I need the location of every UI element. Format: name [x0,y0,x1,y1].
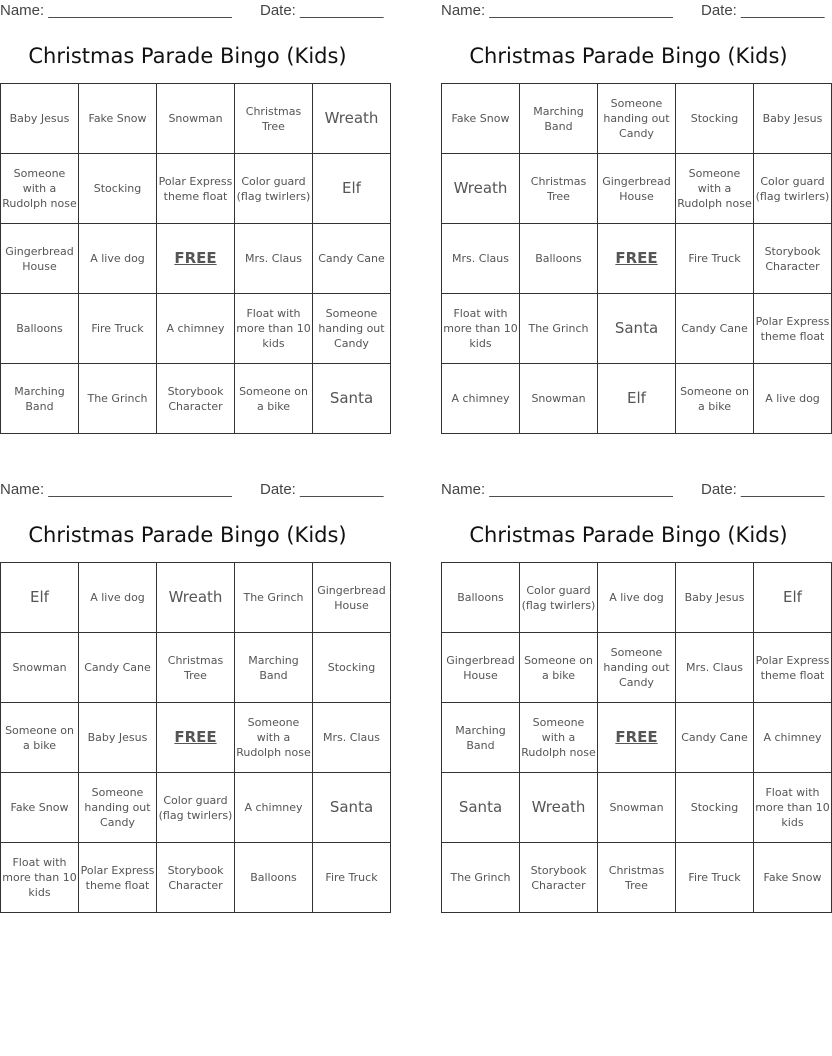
bingo-cell: Someone handing out Candy [313,294,391,364]
bingo-row [442,364,832,434]
bingo-card-2 [441,0,830,434]
date-field-label: Date: __________ [701,2,825,19]
date-field-label: Date: __________ [701,481,825,498]
bingo-cell: Mrs. Claus [676,633,754,703]
bingo-cell: Baby Jesus [1,84,79,154]
bingo-row [1,154,391,224]
bingo-cell: Balloons [520,224,598,294]
bingo-cell: A live dog [598,563,676,633]
bingo-grid [0,562,391,913]
card-header [441,0,825,22]
bingo-cell: Gingerbread House [313,563,391,633]
bingo-cell: Marching Band [1,364,79,434]
free-space: FREE [157,703,235,773]
bingo-cell: Someone with a Rudolph nose [676,154,754,224]
bingo-row [442,703,832,773]
name-field-label: Name: ______________________ [0,2,232,19]
bingo-card-1 [0,0,385,434]
bingo-cell: Fire Truck [79,294,157,364]
bingo-cell: Polar Express theme float [754,294,832,364]
bingo-cell: Someone on a bike [235,364,313,434]
bingo-cell: Gingerbread House [442,633,520,703]
bingo-cell: Candy Cane [79,633,157,703]
bingo-cell: Float with more than 10 kids [235,294,313,364]
bingo-cell: Santa [313,364,391,434]
bingo-cell: Christmas Tree [598,843,676,913]
bingo-cell: Fake Snow [79,84,157,154]
bingo-cell: A chimney [157,294,235,364]
bingo-cell: Float with more than 10 kids [442,294,520,364]
bingo-cell: Stocking [313,633,391,703]
bingo-cell: Snowman [1,633,79,703]
name-field-label: Name: ______________________ [441,481,673,498]
bingo-row [442,563,832,633]
card-title: Christmas Parade Bingo (Kids) [28,44,347,68]
bingo-cell: Someone handing out Candy [79,773,157,843]
bingo-cell: Wreath [313,84,391,154]
bingo-cell: Elf [313,154,391,224]
bingo-row [442,294,832,364]
bingo-row [442,843,832,913]
bingo-cell: Mrs. Claus [235,224,313,294]
bingo-cell: Mrs. Claus [442,224,520,294]
bingo-cell: Santa [442,773,520,843]
card-header [441,479,825,501]
bingo-cell: Someone on a bike [520,633,598,703]
bingo-row [1,703,391,773]
bingo-cell: A live dog [79,563,157,633]
bingo-cell: Polar Express theme float [754,633,832,703]
bingo-cell: Color guard (flag twirlers) [235,154,313,224]
bingo-cell: A chimney [235,773,313,843]
bingo-cell: A chimney [442,364,520,434]
bingo-row [442,773,832,843]
free-space: FREE [598,224,676,294]
bingo-cell: Christmas Tree [520,154,598,224]
bingo-cell: Baby Jesus [676,563,754,633]
free-space: FREE [598,703,676,773]
bingo-cell: Fire Truck [676,843,754,913]
bingo-cell: Color guard (flag twirlers) [754,154,832,224]
bingo-cell: A chimney [754,703,832,773]
bingo-cell: Snowman [157,84,235,154]
bingo-grid [0,83,391,434]
bingo-cell: Float with more than 10 kids [1,843,79,913]
bingo-cell: Someone handing out Candy [598,84,676,154]
bingo-cell: Snowman [598,773,676,843]
bingo-cell: Someone handing out Candy [598,633,676,703]
bingo-cell: Candy Cane [676,703,754,773]
bingo-cell: Santa [313,773,391,843]
bingo-grid [441,562,832,913]
card-title: Christmas Parade Bingo (Kids) [28,523,347,547]
bingo-cell: Elf [754,563,832,633]
bingo-grid [441,83,832,434]
bingo-cell: Balloons [235,843,313,913]
bingo-cell: Someone with a Rudolph nose [1,154,79,224]
bingo-cell: Fake Snow [754,843,832,913]
bingo-cell: Baby Jesus [754,84,832,154]
bingo-cell: The Grinch [235,563,313,633]
bingo-cell: Baby Jesus [79,703,157,773]
bingo-cell: Marching Band [520,84,598,154]
card-title: Christmas Parade Bingo (Kids) [469,44,788,68]
bingo-cell: The Grinch [79,364,157,434]
bingo-cell: The Grinch [520,294,598,364]
bingo-cell: Someone on a bike [1,703,79,773]
bingo-cell: Gingerbread House [1,224,79,294]
bingo-cell: Elf [598,364,676,434]
bingo-row [1,843,391,913]
bingo-cell: Elf [1,563,79,633]
bingo-cell: Someone with a Rudolph nose [520,703,598,773]
bingo-cell: Fake Snow [442,84,520,154]
bingo-cell: Storybook Character [157,364,235,434]
bingo-cell: Someone with a Rudolph nose [235,703,313,773]
name-field-label: Name: ______________________ [0,481,232,498]
bingo-cell: A live dog [754,364,832,434]
bingo-row [442,84,832,154]
bingo-cell: Gingerbread House [598,154,676,224]
bingo-cell: Fire Truck [313,843,391,913]
bingo-cell: Wreath [157,563,235,633]
bingo-cell: The Grinch [442,843,520,913]
bingo-cell: Fire Truck [676,224,754,294]
bingo-cell: Snowman [520,364,598,434]
bingo-cell: Storybook Character [157,843,235,913]
name-field-label: Name: ______________________ [441,2,673,19]
card-header [0,0,384,22]
card-header [0,479,384,501]
bingo-cell: Marching Band [442,703,520,773]
date-field-label: Date: __________ [260,2,384,19]
free-space: FREE [157,224,235,294]
bingo-cell: Polar Express theme float [157,154,235,224]
bingo-cell: Stocking [79,154,157,224]
bingo-cell: Stocking [676,84,754,154]
bingo-row [1,364,391,434]
bingo-cell: Christmas Tree [157,633,235,703]
bingo-row [1,633,391,703]
bingo-cell: Storybook Character [754,224,832,294]
bingo-cell: Christmas Tree [235,84,313,154]
bingo-row [1,563,391,633]
date-field-label: Date: __________ [260,481,384,498]
bingo-cell: Candy Cane [676,294,754,364]
bingo-cell: Marching Band [235,633,313,703]
bingo-card-4 [441,479,830,913]
bingo-card-3 [0,479,386,913]
bingo-cell: Color guard (flag twirlers) [157,773,235,843]
bingo-cell: Stocking [676,773,754,843]
bingo-cell: Color guard (flag twirlers) [520,563,598,633]
card-title: Christmas Parade Bingo (Kids) [469,523,788,547]
bingo-cell: Float with more than 10 kids [754,773,832,843]
bingo-cell: Santa [598,294,676,364]
bingo-cell: Wreath [520,773,598,843]
bingo-cell: Fake Snow [1,773,79,843]
bingo-cell: Balloons [1,294,79,364]
bingo-row [1,294,391,364]
bingo-cell: A live dog [79,224,157,294]
bingo-row [1,224,391,294]
bingo-row [442,224,832,294]
bingo-row [442,154,832,224]
bingo-cell: Polar Express theme float [79,843,157,913]
bingo-cell: Storybook Character [520,843,598,913]
bingo-cell: Wreath [442,154,520,224]
bingo-row [1,773,391,843]
bingo-cell: Candy Cane [313,224,391,294]
bingo-row [1,84,391,154]
bingo-cell: Balloons [442,563,520,633]
bingo-row [442,633,832,703]
bingo-cell: Someone on a bike [676,364,754,434]
bingo-cell: Mrs. Claus [313,703,391,773]
